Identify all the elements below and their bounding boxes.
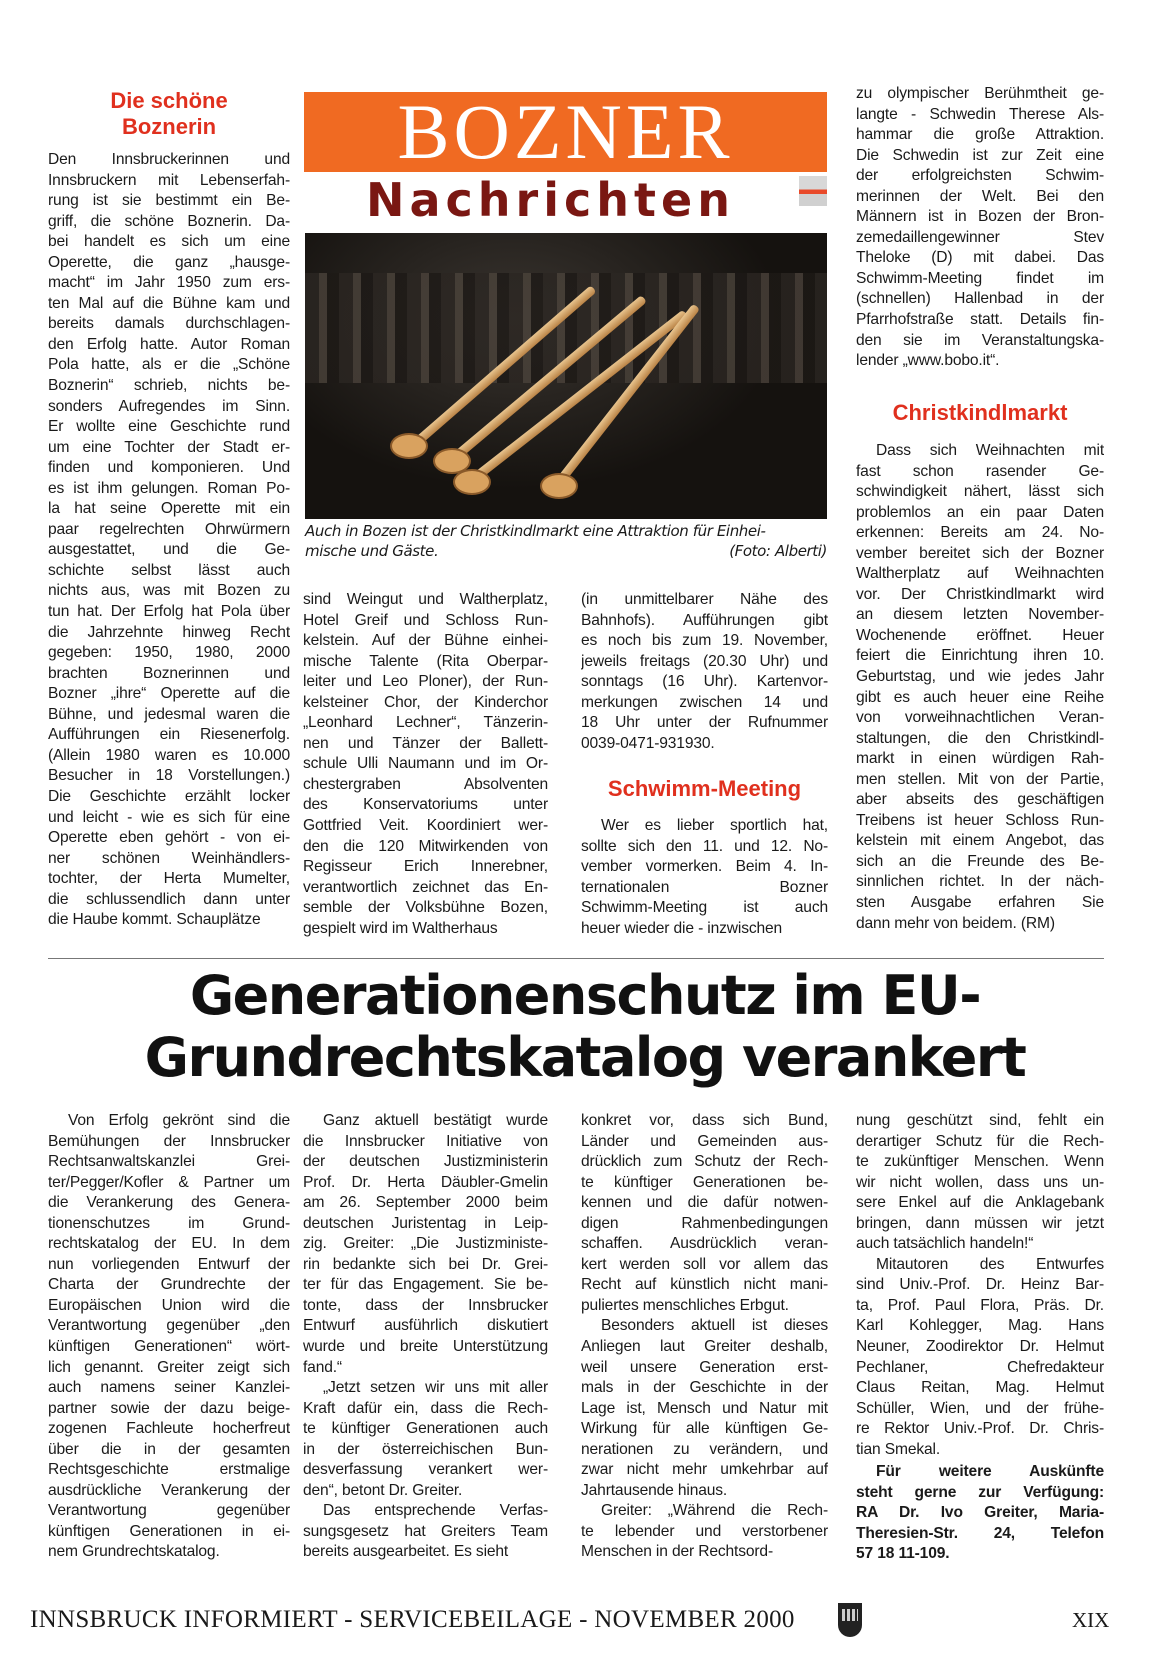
text-line: „Leonhard Lechner“, Tänzerin- [303,714,548,732]
text-line: sten Ausgabe erfahren Sie [856,894,1104,912]
text-line: Die Schwedin ist zur Zeit eine [856,146,1104,164]
text-line: Ganz aktuell bestätigt wurde [323,1112,548,1129]
text-line: schaffen. Ausdrücklich veran- [581,1235,828,1253]
text-line: Aufführungen ein Riesenerfolg. [48,726,290,744]
heading-christkindlmarkt: Christkindlmarkt [892,400,1068,425]
text-line: gibt es auch heuer eine Reihe [856,688,1104,706]
text-line: finden und komponieren. Und [48,459,290,477]
text-line: bereits damals durchschlagen- [48,315,290,333]
masthead-title-big: BOZNER [397,88,734,175]
text-line: Er wollte eine Geschichte rund [48,418,290,436]
text-line: des Konservatoriums unter [303,796,548,814]
text-line: Innsbruckern mit Lebenserfah- [48,171,290,189]
text-line: ausdrückliche Verankerung der [48,1481,290,1499]
text-line: Hotel Greif und Schloss Run- [303,611,548,629]
text-line: merinnen der Welt. Bei den [856,187,1104,205]
text-line: Treibens ist heuer Schloss Run- [856,811,1104,829]
text-line: Schwimm-Meeting ist auch [581,899,828,917]
text-line: te künftiger Generationen be- [581,1173,828,1191]
column-boznerin-1 [48,150,290,931]
text-line: Bühne, und jedesmal waren die [48,705,290,723]
caption-line: mische und Gäste. [305,542,439,560]
text-line: Charta der Grundrechte der [48,1276,290,1294]
text-line: die Haube kommt. Schauplätze [48,911,261,929]
text-line: die schlussendlich dann unter [48,890,290,908]
text-line: zemedaillengewinner Stev [856,228,1104,246]
text-line: verantwortlich zeichnet das En- [303,878,548,896]
text-line: den sie im Veranstaltungska- [856,331,1104,349]
text-line: desverfassung verankert wer- [303,1461,548,1479]
photo-credit: (Foto: Alberti) [729,542,827,560]
text-line: Den Innsbruckerinnen und [48,151,290,168]
text-line: Dass sich Weihnachten mit [876,442,1104,459]
text-line: jeweils freitags (20.30 Uhr) und [581,652,828,670]
text-line: bereits ausgearbeitet. Es sieht [303,1543,509,1561]
text-line: ternationalen Bozner [581,878,828,896]
text-line: hammar die große Attraktion. [856,126,1104,144]
text-line: Regisseur Erich Innerebner, [303,858,548,876]
text-line: weil unsere Generation erst- [581,1358,828,1376]
text-line: nen und Tänzer der Ballett- [303,734,548,752]
text-line: es ist ihm gelungen. Roman Po- [48,479,290,497]
text-line: Pechlaner, Chefredakteur [856,1358,1104,1376]
text-line: konkret vor, dass sich Bund, [581,1112,828,1129]
text-line: über die in der gesamten [48,1440,290,1458]
text-line: kert werden soll vor allem das [581,1255,828,1273]
text-line: Pola hatte, als er die „Schöne [48,356,290,374]
photo-caption [305,521,827,561]
text-line: drücklich zum Schutz der Rech- [581,1153,828,1171]
text-line: Bahnhofs). Aufführungen gibt [581,611,828,629]
text-line: schichte selbst lässt auch [48,561,290,579]
text-line: Menschen in der Rechtsord- [581,1543,773,1561]
text-line: erkennen: Bereits am 24. No- [856,524,1104,542]
text-line: wurde und breite Unterstützung [303,1338,548,1356]
text-line: Claus Reitan, Mag. Helmut [856,1379,1104,1397]
news-photo-alphorns [305,233,827,519]
column-christkindlmarkt [856,441,1104,934]
text-line: tionenschutzes im Grund- [48,1214,290,1232]
text-line: 18 Uhr unter der Rufnummer [581,714,828,732]
text-line: deutschen Juristentag in Leip- [303,1214,548,1232]
text-line: kennen und die dafür notwen- [581,1194,828,1212]
article-contact-info [856,1462,1104,1565]
text-line: Länder und Gemeinden aus- [581,1132,828,1150]
text-line: nung geschützt sind, fehlt ein [856,1112,1104,1129]
text-line: Rechtsanwaltskanzlei Grei- [48,1153,290,1171]
text-line: am 26. September 2000 beim [303,1194,548,1212]
text-line: Jahrtausende hinaus. [581,1481,728,1499]
text-line: kelsteiner Chor, der Kinderchor [303,693,548,711]
article-column-4 [856,1111,1104,1460]
text-line: lich genannt. Greiter zeigt sich [48,1358,290,1376]
text-line: Die Geschichte erzählt locker [48,787,290,805]
text-line: Prof. Dr. Herta Däubler-Gmelin [303,1173,548,1191]
text-line: Mitautoren des Entwurfes [876,1255,1104,1273]
text-line: Von Erfolg gekrönt sind die [68,1112,290,1129]
text-line: den die 120 Mitwirkenden von [303,837,548,855]
text-line: an diesem letzten November- [856,606,1104,624]
text-line: mische Talente (Rita Oberpar- [303,652,548,670]
text-line: Das entsprechende Verfas- [323,1502,548,1520]
text-line: Entwurf ausführlich diskutiert [303,1317,548,1335]
text-line: kelstein. Auf der Bühne einhei- [303,632,548,650]
text-line: zwar nicht mehr umkehrbar auf [581,1461,828,1479]
text-line: Gottfried Veit. Koordiniert wer- [303,817,548,835]
text-line: sollte sich den 11. und 12. No- [581,837,828,855]
text-line: Bozner „ihre“ Operette auf die [48,685,290,703]
column-boznerin-3 [581,590,828,754]
photo-alphorn-bell [390,433,428,459]
text-line: um eine Tochter der Stadt er- [48,438,290,456]
text-line: re Rektor Univ.-Prof. Dr. Chris- [856,1420,1104,1438]
heading-die-schoene-boznerin [48,88,290,140]
section-divider [48,958,1104,959]
column-boznerin-2 [303,590,548,939]
text-line: Europäischen Union wird die [48,1296,290,1314]
footer-publication: INNSBRUCK INFORMIERT - SERVICEBEILAGE - NOVEMBER 2000 [30,1606,795,1633]
text-line: problemlos an ein paar Daten [856,503,1104,521]
text-line: mals in der Geschichte in der [581,1379,828,1397]
text-line: den“, betont Dr. Greiter. [303,1481,463,1499]
text-line: markt in einen würdigen Rah- [856,750,1104,768]
heading-line: Die schöne [110,88,228,113]
text-line: wir nicht wollen, dass uns un- [856,1173,1104,1191]
text-line: sinnlichen richtet. In der näch- [856,873,1104,891]
text-line: tonte, dass der Innsbrucker [303,1296,548,1314]
text-line: Lage ist, Mensch und Natur mit [581,1399,828,1417]
photo-alphorn-bell [453,469,491,495]
text-line: men stellen. Mit von der Partie, [856,770,1104,788]
text-line: digen Rahmenbedingungen [581,1214,828,1232]
text-line: Kraft dafür ein, dass die Rech- [303,1399,548,1417]
text-line: den Erfolg hatte. Autor Roman [48,335,290,353]
text-line: dann mehr von beidem. (RM) [856,914,1055,932]
text-line: Schüller, Wien, und der frühe- [856,1399,1104,1417]
text-line: derartiger Schutz für die Rech- [856,1132,1104,1150]
text-line: die Jahrzehnte hinweg Recht [48,623,290,641]
text-line: Bemühungen der Innsbrucker [48,1132,290,1150]
text-line: schule Ulli Naumann und im Or- [303,755,548,773]
text-line: ausgestattet, und die Ge- [48,541,290,559]
text-line: rin bedankte sich bei Dr. Grei- [303,1255,548,1273]
text-line: fast schon rasender Ge- [856,462,1104,480]
text-line: Boznerin“ schrieb, nichts be- [48,377,290,395]
text-line: auch tatsächlich handeln!“ [856,1235,1034,1253]
text-line: la hat seine Operette mit ein [48,500,290,518]
caption-line: Auch in Bozen ist der Christkindlmarkt eine Attraktion für Einhei- [305,522,766,540]
text-line: Verantwortung gegenüber „den [48,1317,290,1335]
column-schwimm-meeting-cont [856,84,1104,372]
text-line: Operette, die ganz „hausge- [48,253,290,271]
text-line: semble der Volksbühne Bozen, [303,899,548,917]
masthead-banner [304,88,827,227]
text-line: chestergraben Absolventen [303,775,548,793]
text-line: gegeben: 1950, 1980, 2000 [48,644,290,662]
article-column-1 [48,1111,290,1563]
text-line: ner schönen Weinhändlers- [48,849,290,867]
contact-line: 57 18 11-109. [856,1545,950,1563]
text-line: in der österreichischen Bun- [303,1440,548,1458]
headline-line: Generationenschutz im EU- [189,964,981,1027]
text-line: Greiter: „Während die Rech- [601,1502,828,1520]
text-line: (schnellen) Hallenbad in der [856,290,1104,308]
text-line: fand.“ [303,1358,342,1376]
text-line: brachten Boznerinnen und [48,664,290,682]
text-line: Rechtsgeschichte erstmalige [48,1461,290,1479]
text-line: vor. Der Christkindlmarkt wird [856,585,1104,603]
text-line: 0039-0471-931930. [581,734,715,752]
contact-line: RA Dr. Ivo Greiter, Maria- [856,1504,1104,1522]
text-line: sonntags (16 Uhr). Kartenvor- [581,673,828,691]
text-line: rung ist sie bestimmt ein Be- [48,192,290,210]
text-line: Theloke (D) mit dabei. Das [856,249,1104,267]
text-line: bei handelt es sich um eine [48,233,290,251]
text-line: vember bereitet sich der Bozner [856,544,1104,562]
text-line: (in unmittelbarer Nähe des [581,591,828,608]
text-line: te künftiger Generationen auch [303,1420,548,1438]
text-line: Anliegen laut Greiter deshalb, [581,1338,828,1356]
text-line: ter für das Engagement. Sie be- [303,1276,548,1294]
text-line: merkungen zwischen 14 und [581,693,828,711]
text-line: partner sowie der dazu beige- [48,1399,290,1417]
text-line: „Jetzt setzen wir uns mit aller [323,1379,548,1397]
text-line: zig. Greiter: „Die Justizministe- [303,1235,548,1253]
text-line: ter/Pegger/Kofler & Partner um [48,1173,290,1191]
text-line: langte - Schwedin Therese Als- [856,105,1104,123]
text-line: tian Smekal. [856,1440,941,1458]
text-line: te zukünftiger Menschen. Wenn [856,1153,1104,1171]
text-line: ta, Prof. Paul Flora, Präs. Dr. [856,1296,1104,1314]
text-line: die Innsbrucker Initiative von [303,1132,548,1150]
text-line: Neuner, Zoodirektor Dr. Helmut [856,1338,1104,1356]
text-line: heuer wieder die - inzwischen [581,919,783,937]
text-line: macht“ im Jahr 1950 zum ers- [48,274,290,292]
text-line: griff, die schöne Boznerin. Da- [48,212,290,230]
text-line: nun vorliegenden Entwurf der [48,1255,290,1273]
text-line: nem Grundrechtskatalog. [48,1543,220,1561]
text-line: Verantwortung gegenüber [48,1502,290,1520]
text-line: tun hat. Der Erfolg hat Pola über [48,603,290,621]
text-line: künftigen Generationen in ei- [48,1522,290,1540]
heading-schwimm-meeting: Schwimm-Meeting [607,776,802,801]
masthead-title-small: Nachrichten [366,173,735,227]
contact-line: Theresien-Str. 24, Telefon [856,1524,1104,1542]
text-line: Karl Kohlegger, Mag. Hans [856,1317,1104,1335]
innsbruck-crest-icon [838,1603,862,1637]
column-schwimm-meeting [581,816,828,939]
text-line: sere Enkel auf die Anklagebank [856,1194,1104,1212]
text-line: aber abseits des geschäftigen [856,791,1104,809]
text-line: nichts aus, was mit Bozen zu [48,582,290,600]
text-line: leiter und Leo Ploner), der Run- [303,673,548,691]
text-line: te lebender und verstorbener [581,1522,828,1540]
text-line: der deutschen Justizministerin [303,1153,548,1171]
text-line: und leicht - wie es sich für eine [48,808,290,826]
text-line: (Allein 1980 waren es 10.000 [48,746,290,764]
bozen-crest-icon [799,176,827,206]
text-line: der erfolgreichsten Schwim- [856,167,1104,185]
text-line: vember vormerken. Beim 4. In- [581,858,828,876]
text-line: puliertes menschliches Erbgut. [581,1296,789,1314]
text-line: es noch bis zum 19. November, [581,632,828,650]
photo-alphorn-bell [540,473,578,499]
text-line: Schwimm-Meeting findet im [856,269,1104,287]
text-line: künftigen Generationen“ wört- [48,1338,290,1356]
heading-line: Boznerin [121,114,217,139]
text-line: kelstein mit einem Angebot, das [856,832,1104,850]
article-headline [60,965,1110,1089]
text-line: sich an die Freunde des Be- [856,852,1104,870]
text-line: Wirkung für alle künftigen Ge- [581,1420,828,1438]
page-number: XIX [1072,1608,1110,1632]
text-line: gespielt wird im Waltherhaus [303,919,498,937]
text-line: tochter, der Herta Mumelter, [48,870,290,888]
text-line: Pfarrhofstraße statt. Details fin- [856,311,1104,329]
text-line: Besonders aktuell ist dieses [601,1317,828,1335]
text-line: staltungen, die den Christkindl- [856,729,1104,747]
text-line: Wochenende eröffnet. Heuer [856,626,1104,644]
text-line: auch namens seiner Kanzlei- [48,1379,290,1397]
article-column-3 [581,1111,828,1563]
text-line: Waltherplatz auf Weihnachten [856,565,1104,583]
text-line: schwindigkeit nähert, lässt sich [856,483,1104,501]
text-line: Männern ist in Bozen der Bron- [856,208,1104,226]
text-line: zogenen Fachleute hocherfreut [48,1420,290,1438]
text-line: Besucher in 18 Vorstellungen.) [48,767,290,785]
text-line: bringen, dann müssen wir jetzt [856,1214,1104,1232]
text-line: paar regelrechten Ohrwürmern [48,520,290,538]
text-line: lender „www.bobo.it“. [856,352,1000,370]
text-line: nerationen zu verändern, und [581,1440,828,1458]
contact-line: Für weitere Auskünfte [876,1463,1104,1480]
article-column-2 [303,1111,548,1563]
text-line: rechtskatalog der EU. In dem [48,1235,290,1253]
text-line: Geburtstag, und wie jedes Jahr [856,668,1104,686]
text-line: feiert die Einrichtung ihren 10. [856,647,1104,665]
text-line: Recht auf künstlich nicht mani- [581,1276,828,1294]
text-line: ten Mal auf die Bühne kam und [48,294,290,312]
text-line: sind Univ.-Prof. Dr. Heinz Bar- [856,1276,1104,1294]
contact-line: steht gerne zur Verfügung: [856,1483,1104,1501]
text-line: Wer es lieber sportlich hat, [601,817,828,834]
text-line: sonders Aufregendes im Sinn. [48,397,290,415]
text-line: zu olympischer Berühmtheit ge- [856,85,1104,102]
text-line: die Verankerung des Genera- [48,1194,290,1212]
text-line: Operette eben gehört - von ei- [48,829,290,847]
text-line: von vorweihnachtlichen Veran- [856,709,1104,727]
text-line: sind Weingut und Waltherplatz, [303,591,548,608]
headline-line: Grundrechtskatalog verankert [144,1026,1026,1089]
text-line: sungsgesetz hat Greiters Team [303,1522,548,1540]
